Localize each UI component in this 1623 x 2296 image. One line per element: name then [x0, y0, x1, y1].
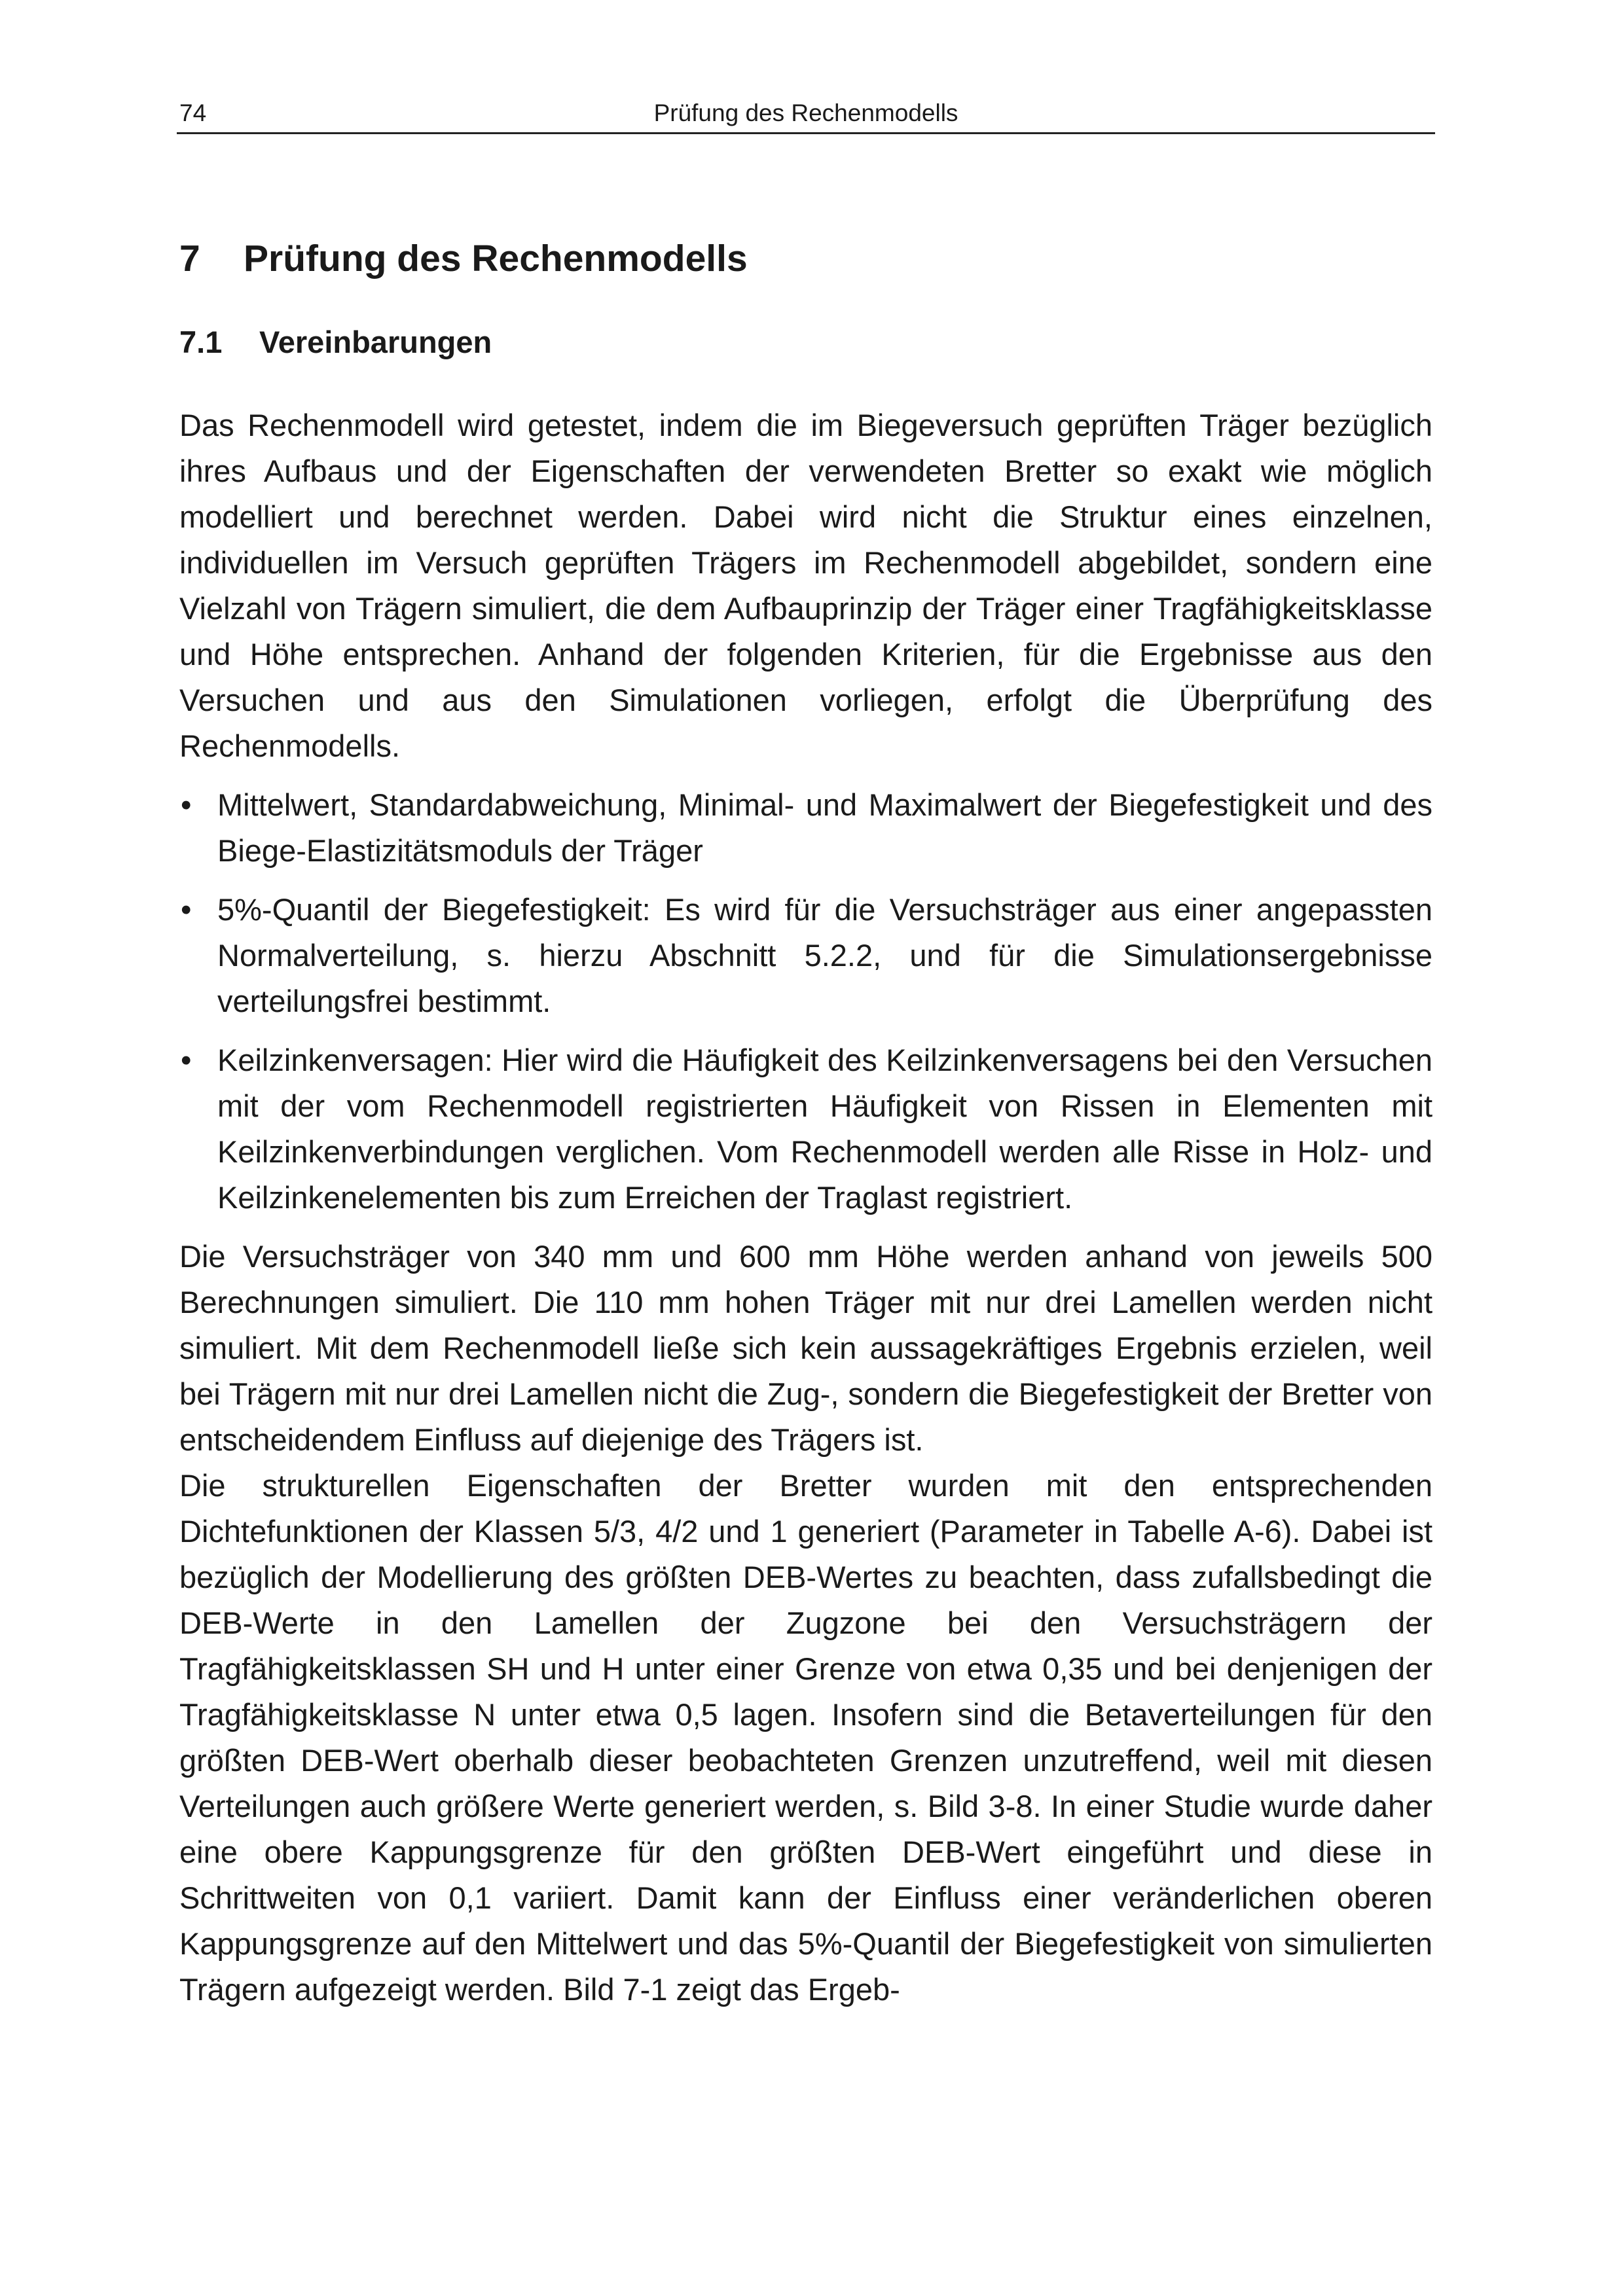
chapter-title: Prüfung des Rechenmodells	[244, 238, 748, 279]
list-item-text: 5%-Quantil der Biegefestigkeit: Es wird für die Versuchsträger aus einer angepassten Normalverteilung, s. hierzu Abschnitt 5.2.2, und für die Simulationsergebnisse verteilungsfrei bestimmt.	[217, 892, 1432, 1018]
list-item	[179, 1037, 1432, 1221]
list-item-text: Keilzinkenversagen: Hier wird die Häufigkeit des Keilzinkenversagens bei den Versuchen mit der vom Rechenmodell registrierten Häufigkeit von Rissen in Elementen mit Keilzinkenverbindungen verglichen. Vom Rechenmodell werden alle Risse in Holz- und Keilzinkenelementen bis zum Erreichen der Traglast registriert.	[217, 1043, 1432, 1215]
paragraph-intro: Das Rechenmodell wird getestet, indem die im Biegeversuch geprüften Träger bezüglich ihres Aufbaus und der Eigenschaften der verwendeten Bretter so exakt wie möglich modelliert und berechnet werden. Dabei wird nicht die Struktur eines einzelnen, individuellen im Versuch geprüften Trägers im Rechenmodell abgebildet, sondern eine Vielzahl von Trägern simuliert, die dem Aufbauprinzip der Träger einer Tragfähigkeitsklasse und Höhe entsprechen. Anhand der folgenden Kriterien, für die Ergebnisse aus den Versuchen und aus den Simulationen vorliegen, erfolgt die Überprüfung des Rechenmodells.	[179, 408, 1432, 763]
chapter-number: 7	[179, 238, 200, 279]
document-page	[177, 0, 1435, 2296]
bullet-icon: •	[181, 1043, 192, 1077]
page-number: 74	[179, 99, 207, 126]
chapter-heading	[179, 236, 748, 281]
running-title: Prüfung des Rechenmodells	[653, 99, 958, 126]
bullet-icon: •	[181, 892, 192, 927]
section-title: Vereinbarungen	[259, 325, 492, 359]
bullet-icon: •	[181, 787, 192, 822]
list-item	[179, 782, 1432, 874]
paragraph-properties: Die strukturellen Eigenschaften der Bretter wurden mit den entsprechenden Dichtefunktionen der Klassen 5/3, 4/2 und 1 generiert (Parameter in Tabelle A-6). Dabei ist bezüglich der Modellierung des größten DEB-Wertes zu beachten, dass zufallsbedingt die DEB-Werte in den Lamellen der Zugzone bei den Versuchsträgern der Tragfähigkeitsklassen SH und H unter einer Grenze von etwa 0,35 und bei denjenigen der Tragfähigkeitsklasse N unter etwa 0,5 lagen. Insofern sind die Betaverteilungen für den größten DEB-Wert oberhalb dieser beobachteten Grenzen unzutreffend, weil mit diesen Verteilungen auch größere Werte generiert werden, s. Bild 3-8. In einer Studie wurde daher eine obere Kappungsgrenze für den größten DEB-Wert eingeführt und diese in Schrittweiten von 0,1 variiert. Damit kann der Einfluss einer veränderlichen oberen Kappungsgrenze auf den Mittelwert und das 5%-Quantil der Biegefestigkeit von simulierten Trägern aufgezeigt werden. Bild 7-1 zeigt das Ergeb-	[179, 1468, 1432, 2007]
list-item-text: Mittelwert, Standardabweichung, Minimal- und Maximalwert der Biegefestigkeit und des Biege-Elastizitätsmoduls der Träger	[217, 787, 1432, 868]
list-item	[179, 887, 1432, 1024]
section-number: 7.1	[179, 325, 223, 359]
criteria-list	[179, 782, 1432, 1221]
body-text	[179, 403, 1432, 2013]
paragraph-simulation: Die Versuchsträger von 340 mm und 600 mm Höhe werden anhand von jeweils 500 Berechnungen simuliert. Die 110 mm hohen Träger mit nur drei Lamellen werden nicht simuliert. Mit dem Rechenmodell ließe sich kein aussagekräftiges Ergebnis erzielen, weil bei Trägern mit nur drei Lamellen nicht die Zug-, sondern die Biegefestigkeit der Bretter von entscheidendem Einfluss auf diejenige des Trägers ist.	[179, 1239, 1432, 1457]
running-header	[177, 98, 1435, 134]
section-heading	[179, 323, 492, 362]
